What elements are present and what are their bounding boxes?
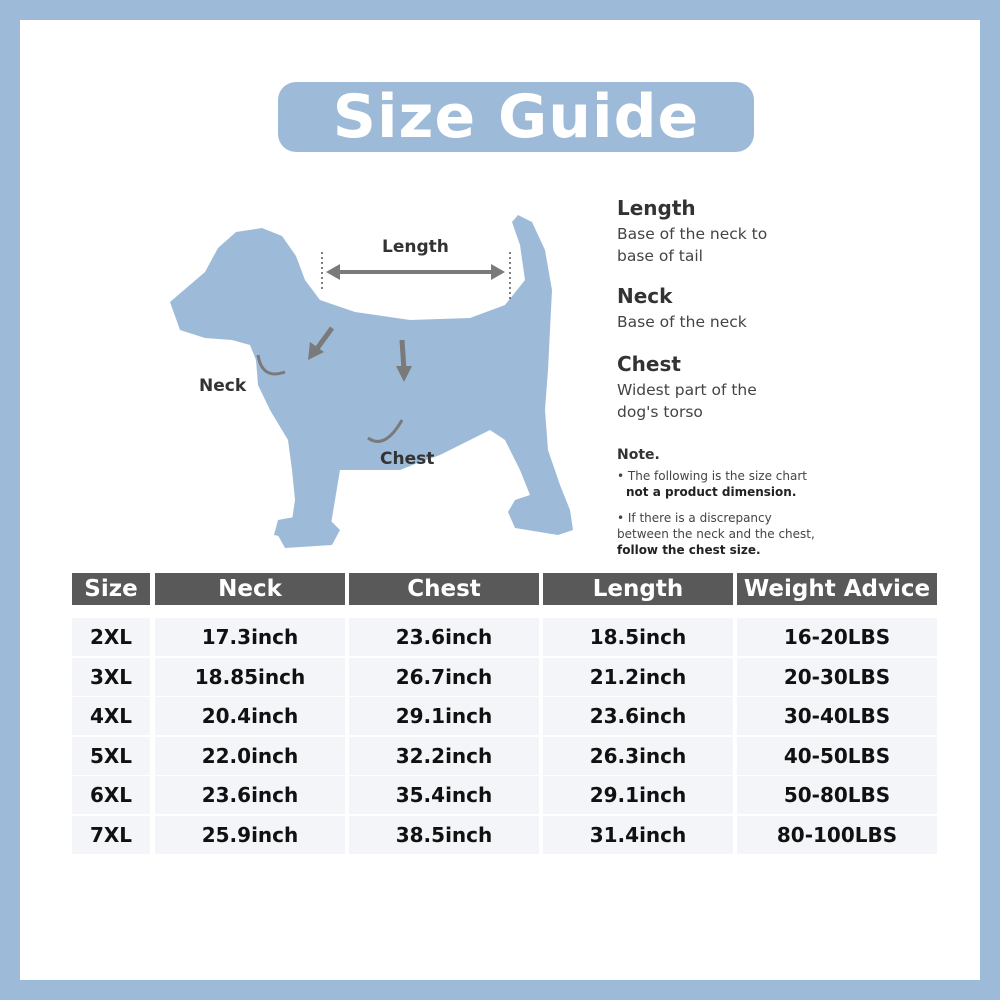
table-cell-neck: 20.4inch xyxy=(155,697,345,735)
table-cell-weight: 30-40LBS xyxy=(737,697,937,735)
column-header-length: Length xyxy=(543,573,733,605)
table-cell-length: 21.2inch xyxy=(543,658,733,696)
legend-description: Base of the neck to base of tail xyxy=(617,225,768,265)
legend-description: Widest part of the dog's torso xyxy=(617,381,757,421)
table-cell-chest: 26.7inch xyxy=(349,658,539,696)
neck-diagram-label: Neck xyxy=(199,376,247,396)
legend-heading: Neck xyxy=(617,284,673,308)
table-cell-size: 4XL xyxy=(72,697,150,735)
table-cell-chest: 23.6inch xyxy=(349,618,539,656)
note-item: • If there is a discrepancy between the neck and the chest, follow the chest size. xyxy=(617,511,815,557)
note-item: • The following is the size chart not a product dimension. xyxy=(617,469,807,499)
legend-description: Base of the neck xyxy=(617,313,747,331)
table-cell-neck: 25.9inch xyxy=(155,816,345,854)
table-cell-length: 23.6inch xyxy=(543,697,733,735)
table-cell-size: 7XL xyxy=(72,816,150,854)
note-heading: Note. xyxy=(617,447,660,463)
table-cell-length: 26.3inch xyxy=(543,737,733,775)
legend-heading: Length xyxy=(617,196,696,220)
table-cell-neck: 17.3inch xyxy=(155,618,345,656)
table-cell-weight: 50-80LBS xyxy=(737,776,937,814)
table-cell-chest: 29.1inch xyxy=(349,697,539,735)
legend-item-chest xyxy=(617,352,757,423)
table-cell-length: 29.1inch xyxy=(543,776,733,814)
page-title: Size Guide xyxy=(332,82,700,152)
table-cell-neck: 22.0inch xyxy=(155,737,345,775)
table-cell-neck: 23.6inch xyxy=(155,776,345,814)
table-cell-neck: 18.85inch xyxy=(155,658,345,696)
table-cell-chest: 35.4inch xyxy=(349,776,539,814)
column-header-size: Size xyxy=(72,573,150,605)
table-cell-weight: 16-20LBS xyxy=(737,618,937,656)
legend-item-neck xyxy=(617,284,747,333)
chest-arrow xyxy=(402,340,404,370)
table-cell-weight: 80-100LBS xyxy=(737,816,937,854)
legend-item-length xyxy=(617,196,767,267)
length-diagram-label: Length xyxy=(382,237,449,257)
table-cell-weight: 20-30LBS xyxy=(737,658,937,696)
table-cell-size: 2XL xyxy=(72,618,150,656)
table-cell-size: 6XL xyxy=(72,776,150,814)
table-cell-weight: 40-50LBS xyxy=(737,737,937,775)
table-cell-chest: 38.5inch xyxy=(349,816,539,854)
table-cell-length: 31.4inch xyxy=(543,816,733,854)
column-header-neck: Neck xyxy=(155,573,345,605)
column-header-weight: Weight Advice xyxy=(737,573,937,605)
legend-heading: Chest xyxy=(617,352,681,376)
table-cell-chest: 32.2inch xyxy=(349,737,539,775)
table-cell-size: 3XL xyxy=(72,658,150,696)
column-header-chest: Chest xyxy=(349,573,539,605)
chest-diagram-label: Chest xyxy=(380,449,435,469)
table-cell-size: 5XL xyxy=(72,737,150,775)
table-cell-length: 18.5inch xyxy=(543,618,733,656)
